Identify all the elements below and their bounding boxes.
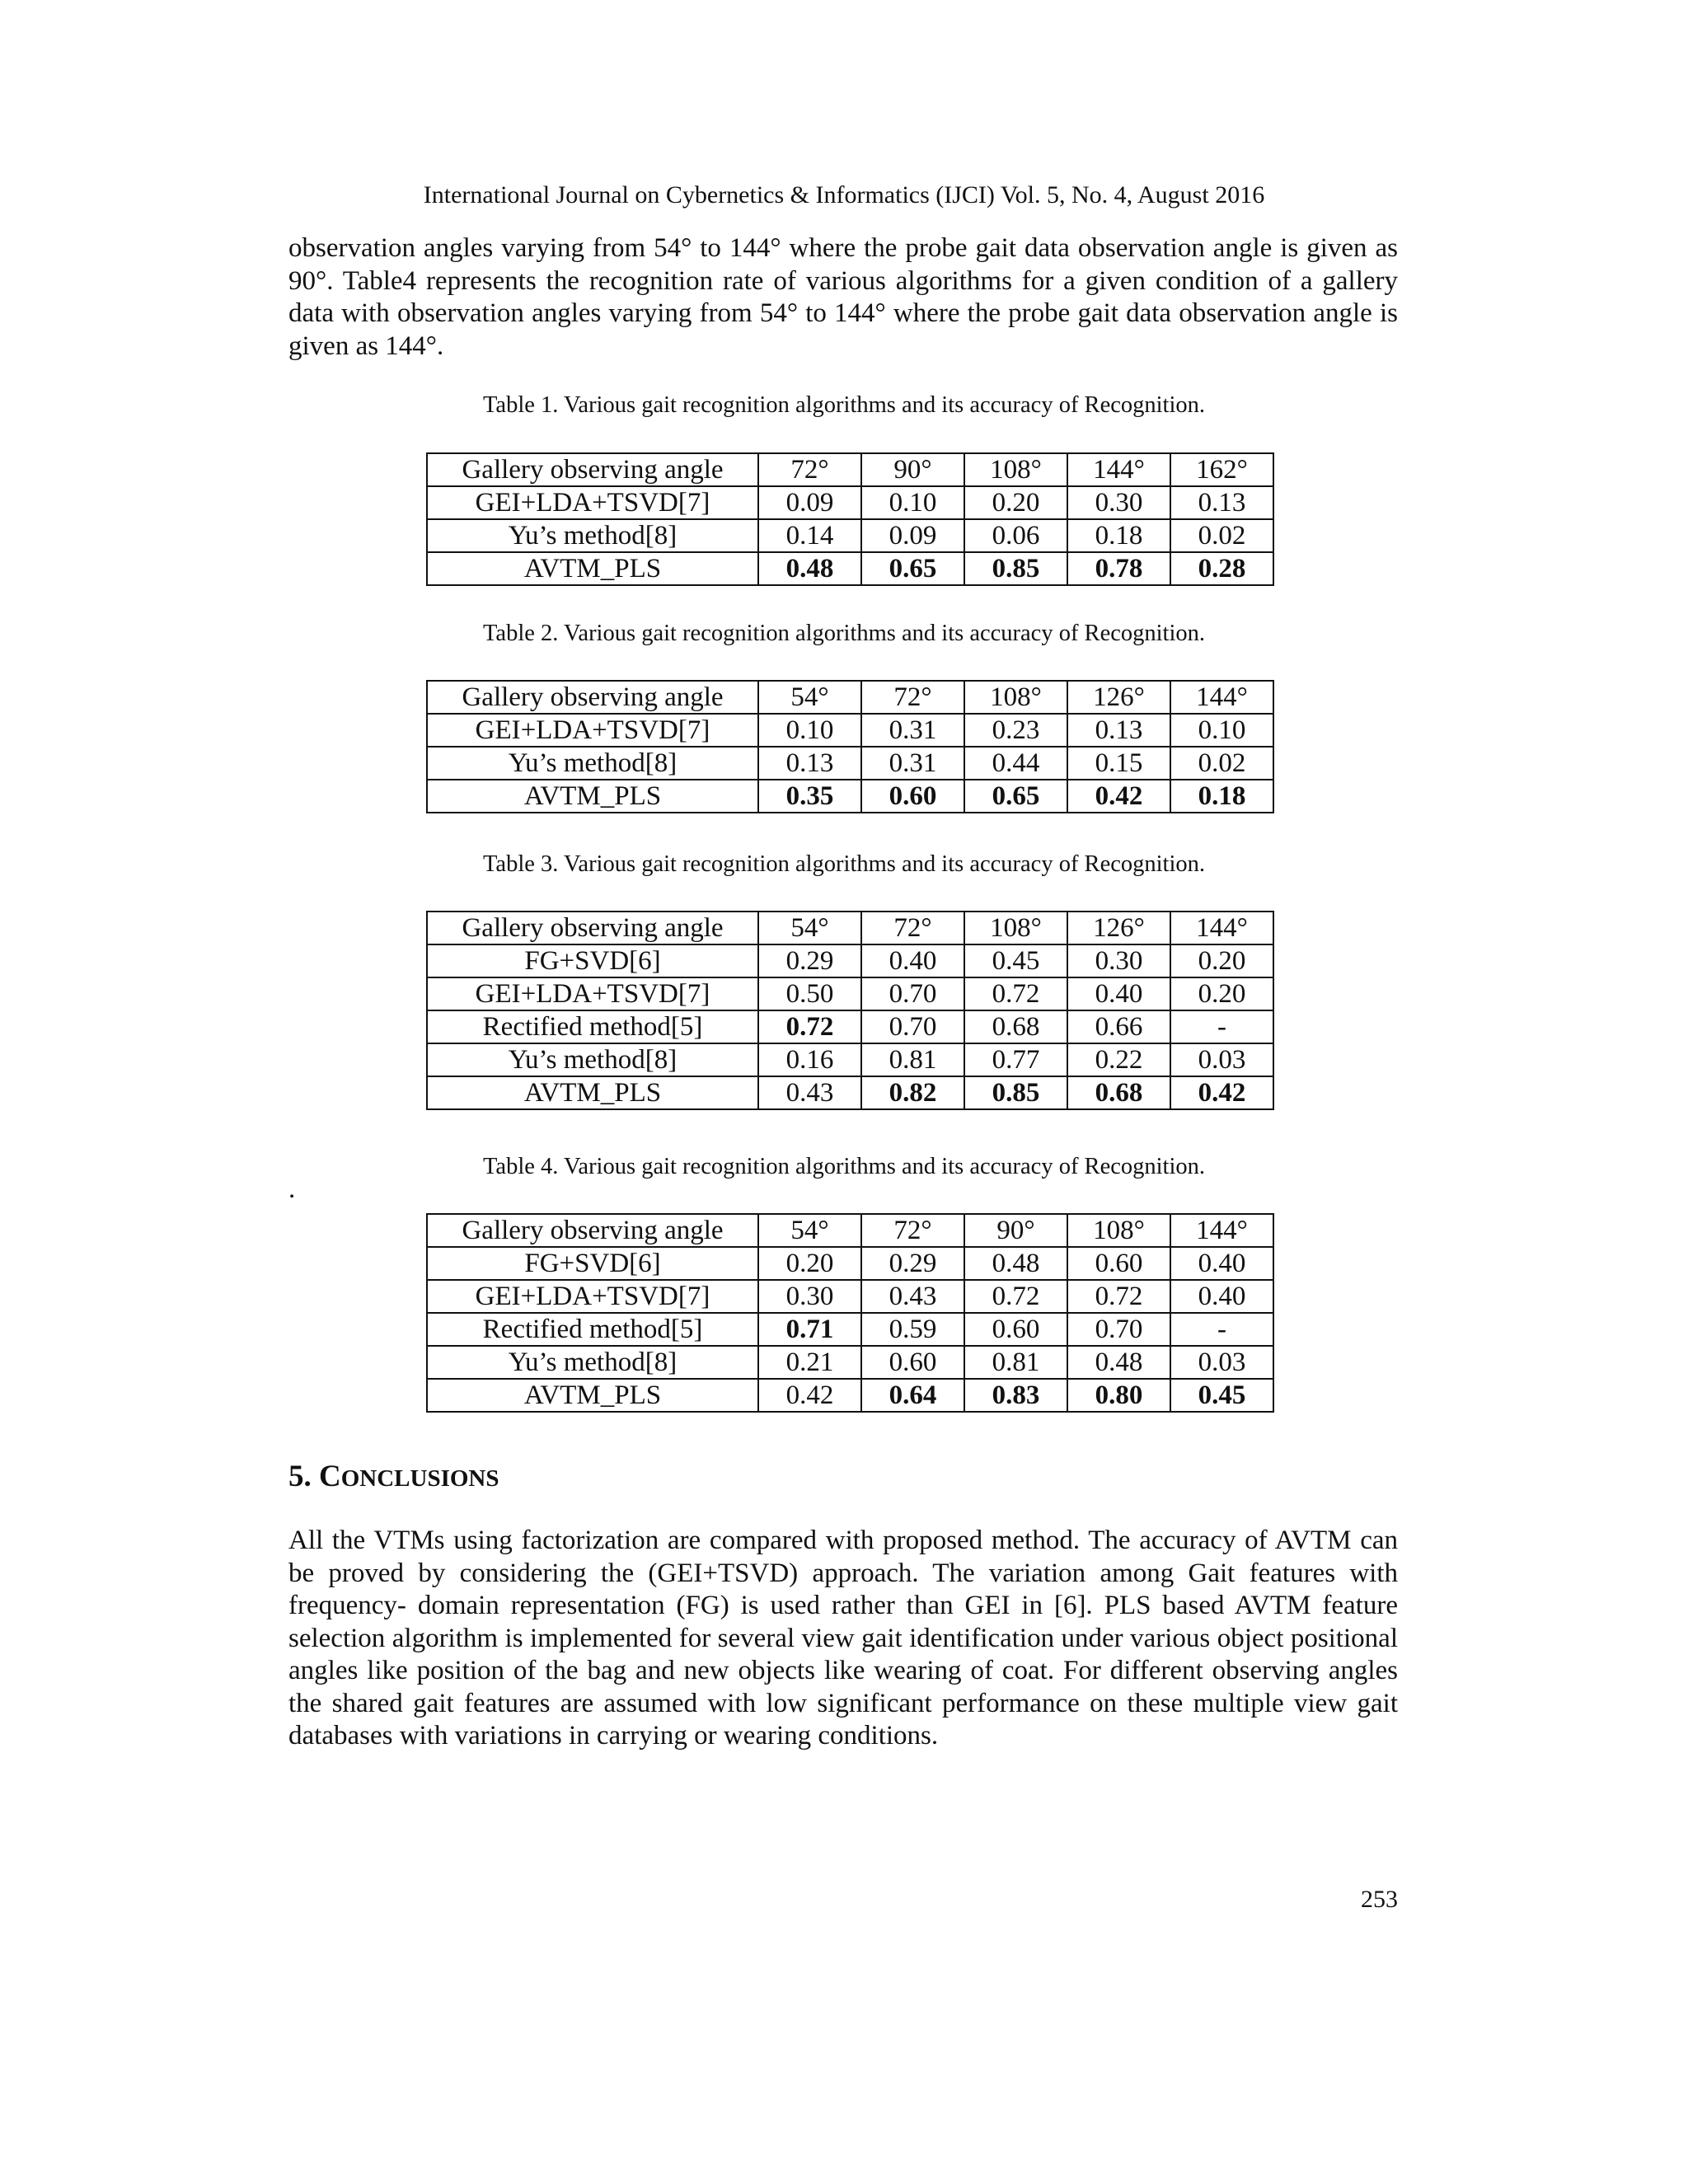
table-cell: Yu’s method[8] [427, 519, 758, 552]
table-cell: 0.80 [1067, 1379, 1170, 1412]
table-cell: 0.30 [1067, 944, 1170, 977]
table-cell: Gallery observing angle [427, 681, 758, 714]
table-cell: 0.45 [1170, 1379, 1273, 1412]
table-cell: 0.06 [964, 519, 1067, 552]
table-cell: Gallery observing angle [427, 1214, 758, 1247]
table-cell: 108° [1067, 1214, 1170, 1247]
section-number: 5. [288, 1460, 319, 1493]
table-caption: Table 4. Various gait recognition algorithms and its accuracy of Recognition. [483, 1154, 1205, 1179]
table-cell: 90° [964, 1214, 1067, 1247]
table-cell: 0.43 [861, 1280, 964, 1313]
table-cell: 54° [758, 912, 861, 944]
table-cell: 72° [861, 1214, 964, 1247]
table-cell: 0.40 [1170, 1280, 1273, 1313]
table-cell: 0.72 [1067, 1280, 1170, 1313]
table-cell: 0.60 [861, 780, 964, 813]
table-cell: Rectified method[5] [427, 1010, 758, 1043]
results-table-3 [426, 911, 1274, 1110]
table-cell: 0.72 [964, 1280, 1067, 1313]
table-cell: 0.02 [1170, 747, 1273, 780]
table-cell: 0.30 [1067, 486, 1170, 519]
table-caption: Table 1. Various gait recognition algorithms and its accuracy of Recognition. [483, 392, 1205, 418]
results-table-4 [426, 1213, 1274, 1413]
table-cell: Yu’s method[8] [427, 1043, 758, 1076]
table-cell: FG+SVD[6] [427, 1247, 758, 1280]
table-cell: 0.40 [1067, 977, 1170, 1010]
table-cell: 0.10 [758, 714, 861, 747]
table-cell: 0.78 [1067, 552, 1170, 585]
table-cell: 0.42 [1067, 780, 1170, 813]
table-cell: Gallery observing angle [427, 912, 758, 944]
table-cell: 0.29 [861, 1247, 964, 1280]
table-cell: 108° [964, 912, 1067, 944]
table-cell: 0.20 [1170, 944, 1273, 977]
table-cell: 126° [1067, 912, 1170, 944]
table-cell: 0.20 [758, 1247, 861, 1280]
section-heading [288, 1459, 499, 1494]
table-cell: 0.20 [1170, 977, 1273, 1010]
table-cell: 0.68 [964, 1010, 1067, 1043]
table-cell: 0.40 [861, 944, 964, 977]
table-cell: 0.42 [1170, 1076, 1273, 1109]
table-cell: 0.70 [861, 1010, 964, 1043]
table-row [427, 944, 1273, 977]
table-cell: AVTM_PLS [427, 1379, 758, 1412]
table-cell: 144° [1067, 453, 1170, 486]
table-cell: Gallery observing angle [427, 453, 758, 486]
table-cell: 0.64 [861, 1379, 964, 1412]
table-cell: 0.48 [964, 1247, 1067, 1280]
table-cell: 0.70 [861, 977, 964, 1010]
table-cell: 54° [758, 1214, 861, 1247]
table-caption: Table 2. Various gait recognition algorithms and its accuracy of Recognition. [483, 621, 1205, 646]
table-cell: 0.29 [758, 944, 861, 977]
page-number: 253 [1361, 1886, 1398, 1913]
table-cell: 0.15 [1067, 747, 1170, 780]
table-cell: 0.48 [758, 552, 861, 585]
table-cell: 72° [861, 912, 964, 944]
table-cell: 0.72 [758, 1010, 861, 1043]
table-caption: Table 3. Various gait recognition algorithms and its accuracy of Recognition. [483, 851, 1205, 877]
table-cell: 0.35 [758, 780, 861, 813]
table-row [427, 486, 1273, 519]
table-cell: 0.45 [964, 944, 1067, 977]
table-cell: FG+SVD[6] [427, 944, 758, 977]
table-cell: 0.50 [758, 977, 861, 1010]
table-cell: GEI+LDA+TSVD[7] [427, 977, 758, 1010]
table-cell: GEI+LDA+TSVD[7] [427, 1280, 758, 1313]
stray-dot: . [288, 1174, 296, 1204]
table-cell: 0.23 [964, 714, 1067, 747]
table-cell: 0.20 [964, 486, 1067, 519]
table-cell: 0.44 [964, 747, 1067, 780]
table-cell: Yu’s method[8] [427, 1346, 758, 1379]
table-row [427, 1076, 1273, 1109]
table-cell: 0.66 [1067, 1010, 1170, 1043]
table-row [427, 552, 1273, 585]
table-cell: 0.81 [861, 1043, 964, 1076]
table-cell: 0.42 [758, 1379, 861, 1412]
section-title-rest: ONCLUSIONS [340, 1465, 499, 1492]
table-cell: 0.13 [758, 747, 861, 780]
table-cell: 144° [1170, 1214, 1273, 1247]
table-cell: AVTM_PLS [427, 552, 758, 585]
table-cell: 0.65 [964, 780, 1067, 813]
table-header-row [427, 912, 1273, 944]
table-cell: 0.85 [964, 1076, 1067, 1109]
section-title-initial: C [319, 1460, 341, 1493]
table-header-row [427, 681, 1273, 714]
table-row [427, 977, 1273, 1010]
table-cell: - [1170, 1313, 1273, 1346]
table-cell: - [1170, 1010, 1273, 1043]
table-cell: 0.71 [758, 1313, 861, 1346]
table-cell: AVTM_PLS [427, 1076, 758, 1109]
table-cell: 72° [758, 453, 861, 486]
table-cell: 108° [964, 453, 1067, 486]
table-cell: GEI+LDA+TSVD[7] [427, 486, 758, 519]
table-cell: 90° [861, 453, 964, 486]
table-cell: 0.85 [964, 552, 1067, 585]
table-cell: 0.60 [964, 1313, 1067, 1346]
results-table-1 [426, 452, 1274, 586]
table-cell: 0.28 [1170, 552, 1273, 585]
table-cell: 0.18 [1067, 519, 1170, 552]
running-header: International Journal on Cybernetics & Informatics (IJCI) Vol. 5, No. 4, August 2016 [423, 181, 1265, 209]
table-cell: 0.10 [861, 486, 964, 519]
table-cell: 0.09 [861, 519, 964, 552]
table-header-row [427, 1214, 1273, 1247]
table-cell: 0.83 [964, 1379, 1067, 1412]
table-row [427, 1346, 1273, 1379]
table-cell: 0.10 [1170, 714, 1273, 747]
table-cell: 0.22 [1067, 1043, 1170, 1076]
table-cell: Rectified method[5] [427, 1313, 758, 1346]
table-row [427, 519, 1273, 552]
table-cell: 0.16 [758, 1043, 861, 1076]
table-cell: 144° [1170, 681, 1273, 714]
table-row [427, 1280, 1273, 1313]
table-cell: 0.30 [758, 1280, 861, 1313]
table-cell: 0.18 [1170, 780, 1273, 813]
table-cell: 0.82 [861, 1076, 964, 1109]
table-cell: 0.70 [1067, 1313, 1170, 1346]
table-row [427, 1043, 1273, 1076]
table-cell: 0.48 [1067, 1346, 1170, 1379]
table-cell: 0.60 [1067, 1247, 1170, 1280]
table-cell: 0.68 [1067, 1076, 1170, 1109]
table-cell: AVTM_PLS [427, 780, 758, 813]
table-row [427, 1010, 1273, 1043]
table-cell: 108° [964, 681, 1067, 714]
table-header-row [427, 453, 1273, 486]
table-cell: 0.03 [1170, 1346, 1273, 1379]
table-cell: 0.65 [861, 552, 964, 585]
table-cell: GEI+LDA+TSVD[7] [427, 714, 758, 747]
conclusion-paragraph: All the VTMs using factorization are compared with proposed method. The accuracy of AVTM can be proved by considering the (GEI+TSVD) approach. The variation among Gait features with frequency- domain representation (FG) is used rather than GEI in [6]. PLS based AVTM feature selection algorithm is implemented for several view gait identification under various object positional angles like position of the bag and new objects like wearing of coat. For different observing angles the shared gait features are assumed with low significant performance on these multiple view gait databases with variations in carrying or wearing conditions. [288, 1526, 1398, 1750]
table-row [427, 1247, 1273, 1280]
table-cell: 0.13 [1170, 486, 1273, 519]
table-cell: 126° [1067, 681, 1170, 714]
table-cell: 0.31 [861, 747, 964, 780]
table-cell: 0.60 [861, 1346, 964, 1379]
intro-paragraph: observation angles varying from 54° to 144° where the probe gait data observation angle is given as 90°. Table4 represents the recognition rate of various algorithms for a given condition of a gallery data with observation angles varying from 54° to 144° where the probe gait data observation angle is given as 144°. [288, 233, 1398, 361]
table-cell: 0.21 [758, 1346, 861, 1379]
table-row [427, 1379, 1273, 1412]
table-cell: 0.59 [861, 1313, 964, 1346]
table-cell: 0.31 [861, 714, 964, 747]
table-row [427, 780, 1273, 813]
table-cell: 72° [861, 681, 964, 714]
table-row [427, 714, 1273, 747]
table-cell: 0.02 [1170, 519, 1273, 552]
table-cell: 54° [758, 681, 861, 714]
results-table-2 [426, 680, 1274, 813]
table-row [427, 1313, 1273, 1346]
table-cell: 0.13 [1067, 714, 1170, 747]
table-cell: 0.03 [1170, 1043, 1273, 1076]
table-cell: 0.72 [964, 977, 1067, 1010]
table-cell: 162° [1170, 453, 1273, 486]
table-cell: 0.40 [1170, 1247, 1273, 1280]
table-cell: 0.77 [964, 1043, 1067, 1076]
table-cell: 0.14 [758, 519, 861, 552]
table-cell: Yu’s method[8] [427, 747, 758, 780]
table-cell: 0.81 [964, 1346, 1067, 1379]
table-cell: 0.43 [758, 1076, 861, 1109]
table-row [427, 747, 1273, 780]
table-cell: 0.09 [758, 486, 861, 519]
table-cell: 144° [1170, 912, 1273, 944]
